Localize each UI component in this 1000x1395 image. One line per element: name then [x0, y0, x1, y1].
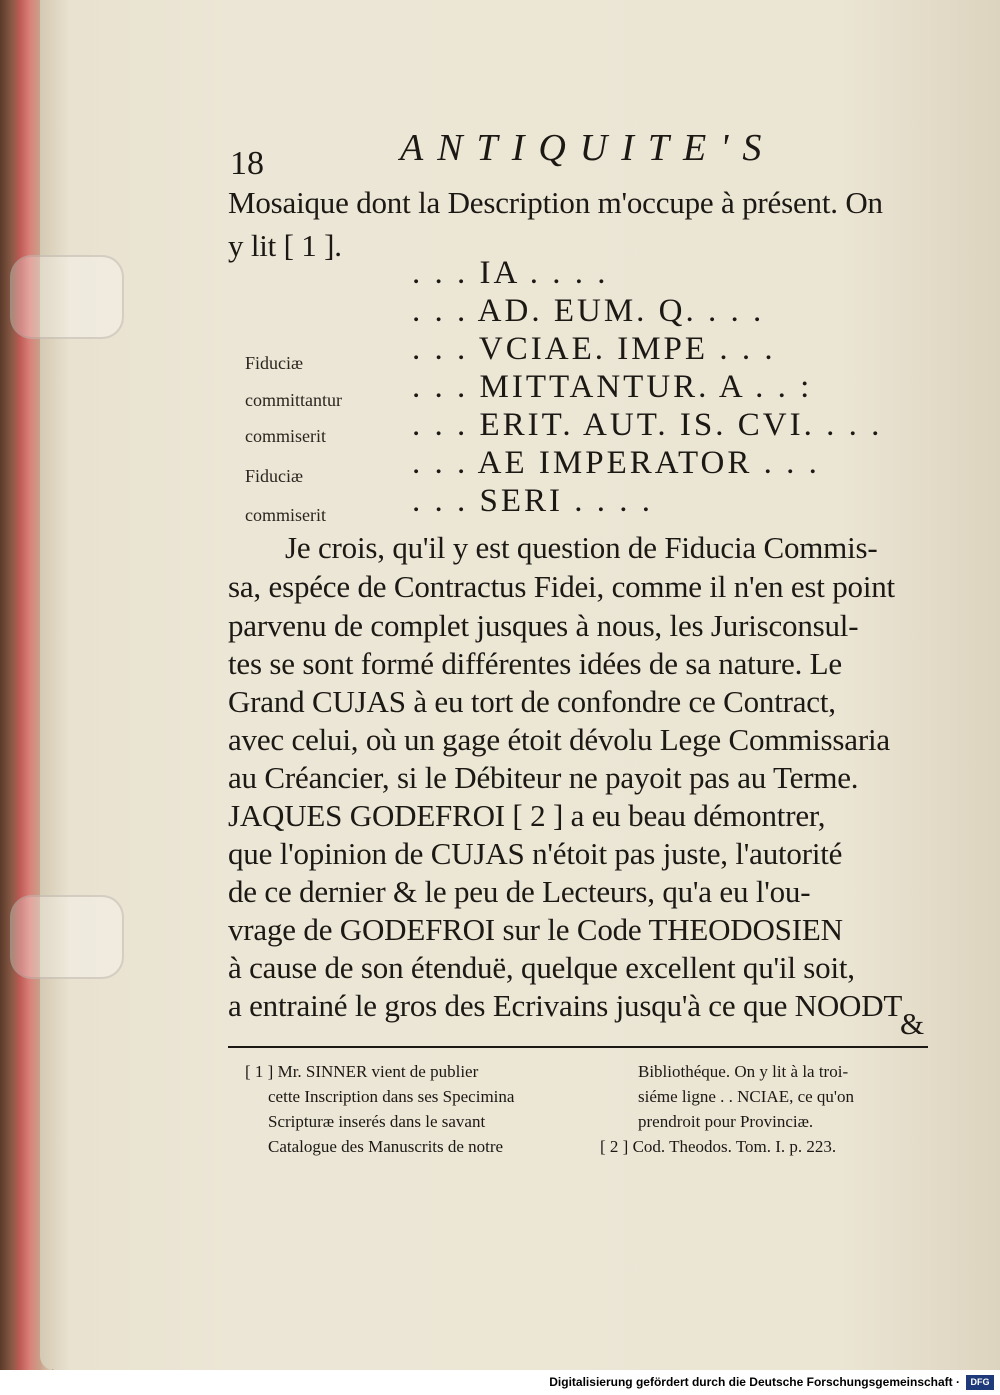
- book-page: [40, 0, 1000, 1370]
- page-clip-top: [10, 255, 124, 339]
- margin-gloss: commiserit: [245, 505, 326, 525]
- body-line: a entrainé le gros des Ecrivains jusqu'à ce que NOODT: [228, 988, 903, 1023]
- catchword: &: [900, 1006, 924, 1041]
- footnote-line: Bibliothéque. On y lit à la troi-: [638, 1062, 849, 1081]
- footnote-line: [ 2 ] Cod. Theodos. Tom. I. p. 223.: [600, 1137, 837, 1156]
- body-line: au Créancier, si le Débiteur ne payoit pas au Terme.: [228, 760, 859, 795]
- body-line: Mosaique dont la Description m'occupe à présent. On: [228, 185, 883, 220]
- body-line: JAQUES GODEFROI [ 2 ] a eu beau démontrer,: [228, 798, 826, 833]
- page-clip-bottom: [10, 895, 124, 979]
- body-line: que l'opinion de CUJAS n'étoit pas juste, l'autorité: [228, 836, 843, 871]
- footnote-line: siéme ligne . . NCIAE, ce qu'on: [638, 1087, 854, 1106]
- body-line: avec celui, où un gage étoit dévolu Lege Commissaria: [228, 722, 890, 757]
- running-title: ANTIQUITE'S: [400, 127, 776, 169]
- body-line: sa, espéce de Contractus Fidei, comme il n'en est point: [228, 569, 895, 604]
- margin-gloss: commiserit: [245, 426, 326, 446]
- body-line: y lit [ 1 ].: [228, 228, 342, 263]
- body-line: vrage de GODEFROI sur le Code THEODOSIEN: [228, 912, 843, 947]
- inscription-line: . . . AD. EUM. Q. . . .: [412, 293, 765, 329]
- body-line: parvenu de complet jusques à nous, les Jurisconsul-: [228, 608, 859, 643]
- footnote-line: prendroit pour Provinciæ.: [638, 1112, 814, 1131]
- body-line: Je crois, qu'il y est question de Fiducia Commis-: [285, 530, 878, 565]
- digitization-credit: [0, 1370, 1000, 1395]
- footnote-rule: [228, 1046, 928, 1048]
- credit-text: Digitalisierung gefördert durch die Deutsche Forschungsgemeinschaft ·: [549, 1375, 960, 1389]
- inscription-line: . . . SERI . . . .: [412, 483, 654, 519]
- dfg-logo-icon: DFG: [966, 1375, 994, 1390]
- margin-gloss: Fiduciæ: [245, 353, 304, 373]
- inscription-line: . . . MITTANTUR. A . . :: [412, 369, 813, 405]
- body-line: à cause de son étenduë, quelque excellent qu'il soit,: [228, 950, 855, 985]
- body-line: de ce dernier & le peu de Lecteurs, qu'a eu l'ou-: [228, 874, 811, 909]
- inscription-line: . . . IA . . . .: [412, 255, 609, 291]
- margin-gloss: committantur: [245, 390, 342, 410]
- footnote-line: cette Inscription dans ses Specimina: [268, 1087, 515, 1106]
- inscription-line: . . . ERIT. AUT. IS. CVI. . . .: [412, 407, 883, 443]
- page-number: 18: [230, 145, 264, 182]
- footnote-line: Catalogue des Manuscrits de notre: [268, 1137, 504, 1156]
- body-line: tes se sont formé différentes idées de sa nature. Le: [228, 646, 842, 681]
- body-line: Grand CUJAS à eu tort de confondre ce Contract,: [228, 684, 836, 719]
- inscription-line: . . . VCIAE. IMPE . . .: [412, 331, 776, 367]
- footnote-line: Scripturæ inserés dans le savant: [268, 1112, 486, 1131]
- inscription-line: . . . AE IMPERATOR . . .: [412, 445, 820, 481]
- footnote-line: [ 1 ] Mr. SINNER vient de publier: [245, 1062, 479, 1081]
- margin-gloss: Fiduciæ: [245, 466, 304, 486]
